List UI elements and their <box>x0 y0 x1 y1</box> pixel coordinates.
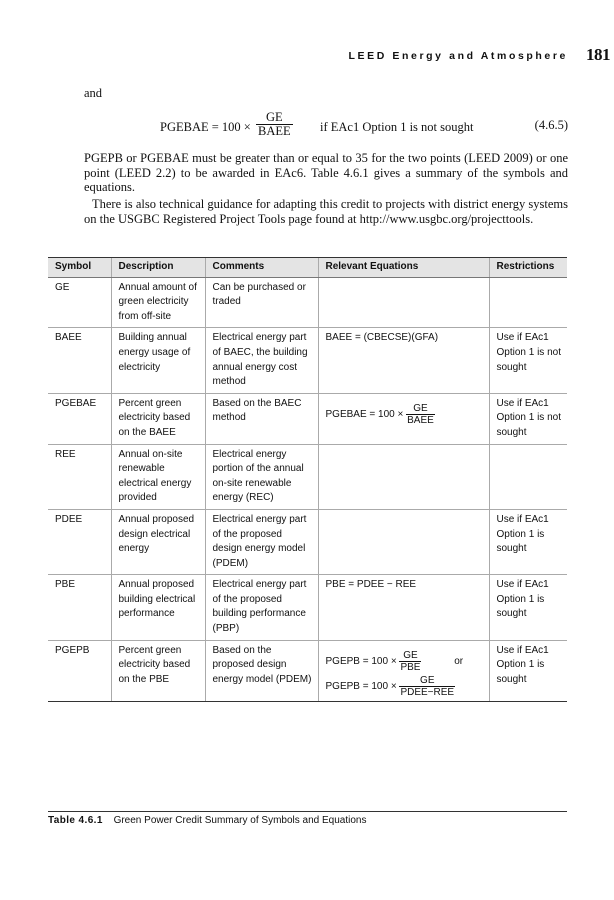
header-equations: Relevant Equations <box>318 258 489 278</box>
cell-description: Percent green electricity based on the BAEE <box>111 393 205 444</box>
paragraph-2: There is also technical guidance for adapting this credit to projects with district energy systems on the USGBC Registered Project Tools page found at http://www.usgbc.org/projecttools. <box>84 197 568 226</box>
table-row <box>48 509 567 574</box>
equation-denominator: PDEE−REE <box>400 686 455 698</box>
header-description: Description <box>111 258 205 278</box>
cell-description: Annual amount of green electricity from off-site <box>111 277 205 328</box>
cell-comments: Based on the BAEC method <box>205 393 318 444</box>
equation-denominator: PBE <box>400 661 421 673</box>
cell-equation <box>318 393 489 444</box>
equation-number: (4.6.5) <box>534 118 568 132</box>
equation-numerator: GE <box>403 649 418 661</box>
cell-equation: BAEE = (CBECSE)(GFA) <box>318 328 489 393</box>
cell-description: Annual proposed building electrical performance <box>111 575 205 640</box>
cell-comments: Based on the proposed design energy model (PDEM) <box>205 640 318 701</box>
equation-pgebae <box>326 403 485 426</box>
cell-description: Annual proposed design electrical energy <box>111 509 205 574</box>
equation-denominator: BAEE <box>258 124 291 139</box>
equation-numerator: GE <box>413 402 428 414</box>
cell-comments: Electrical energy part of BAEC, the building annual energy cost method <box>205 328 318 393</box>
cell-comments: Electrical energy part of the proposed design energy model (PDEM) <box>205 509 318 574</box>
cell-restrictions: Use if EAc1 Option 1 is not sought <box>489 328 567 393</box>
table-caption <box>48 811 567 826</box>
cell-symbol: BAEE <box>48 328 111 393</box>
equation-fraction <box>399 650 421 673</box>
running-title: LEED Energy and Atmosphere <box>348 50 568 62</box>
summary-table <box>48 257 567 702</box>
cell-description: Annual on-site renewable electrical energy provided <box>111 444 205 509</box>
cell-equation <box>318 509 489 574</box>
cell-restrictions: Use if EAc1 Option 1 is sought <box>489 575 567 640</box>
equation-fraction <box>406 403 435 426</box>
header-restrictions: Restrictions <box>489 258 567 278</box>
cell-symbol: GE <box>48 277 111 328</box>
cell-restrictions <box>489 444 567 509</box>
table-row <box>48 277 567 328</box>
equation-numerator: GE <box>420 674 435 686</box>
cell-equation <box>318 277 489 328</box>
equation-lhs: PGEPB = 100 × <box>325 680 397 692</box>
equation-lhs: PGEBAE = 100 × <box>160 120 251 134</box>
table-row <box>48 640 567 701</box>
table-row <box>48 575 567 640</box>
page-number: 181 <box>586 45 610 64</box>
cell-restrictions: Use if EAc1 Option 1 is not sought <box>489 393 567 444</box>
cell-restrictions: Use if EAc1 Option 1 is sought <box>489 509 567 574</box>
equation-pgepb-1 <box>326 650 485 673</box>
table-row <box>48 328 567 393</box>
table-row <box>48 444 567 509</box>
equation-lhs: PGEBAE = 100 × <box>325 408 404 420</box>
cell-restrictions: Use if EAc1 Option 1 is sought <box>489 640 567 701</box>
running-head <box>0 45 614 66</box>
cell-symbol: PGEPB <box>48 640 111 701</box>
table-header-row <box>48 258 567 278</box>
cell-symbol: PBE <box>48 575 111 640</box>
equation-lhs: PGEPB = 100 × <box>325 655 397 667</box>
equation-numerator: GE <box>265 110 283 124</box>
caption-text: Green Power Credit Summary of Symbols and Equations <box>113 815 367 826</box>
equation-fraction <box>399 675 455 698</box>
or-word: or <box>454 655 464 667</box>
cell-equation <box>318 444 489 509</box>
cell-symbol: PDEE <box>48 509 111 574</box>
header-comments: Comments <box>205 258 318 278</box>
cell-comments: Electrical energy portion of the annual on-site renewable energy (REC) <box>205 444 318 509</box>
equation-pgepb-2 <box>326 675 485 698</box>
display-equation <box>0 108 614 142</box>
paragraph-1: PGEPB or PGEBAE must be greater than or equal to 35 for the two points (LEED 2009) or one point (LEED 2.2) to be awarded in EAc6. Table 4.6.1 gives a summary of the symbols and equations. <box>84 151 568 195</box>
equation-denominator: BAEE <box>407 414 434 426</box>
equation-condition: if EAc1 Option 1 is not sought <box>320 120 474 134</box>
equation-fraction <box>256 111 293 138</box>
cell-symbol: PGEBAE <box>48 393 111 444</box>
header-symbol: Symbol <box>48 258 111 278</box>
table-row <box>48 393 567 444</box>
cell-comments: Electrical energy part of the proposed building performance (PBP) <box>205 575 318 640</box>
cell-equation: PBE = PDEE − REE <box>318 575 489 640</box>
cell-description: Percent green electricity based on the PBE <box>111 640 205 701</box>
cell-equation <box>318 640 489 701</box>
cell-comments: Can be purchased or traded <box>205 277 318 328</box>
intro-and: and <box>84 86 103 100</box>
cell-description: Building annual energy usage of electricity <box>111 328 205 393</box>
cell-restrictions <box>489 277 567 328</box>
caption-label: Table 4.6.1 <box>48 815 103 826</box>
cell-symbol: REE <box>48 444 111 509</box>
